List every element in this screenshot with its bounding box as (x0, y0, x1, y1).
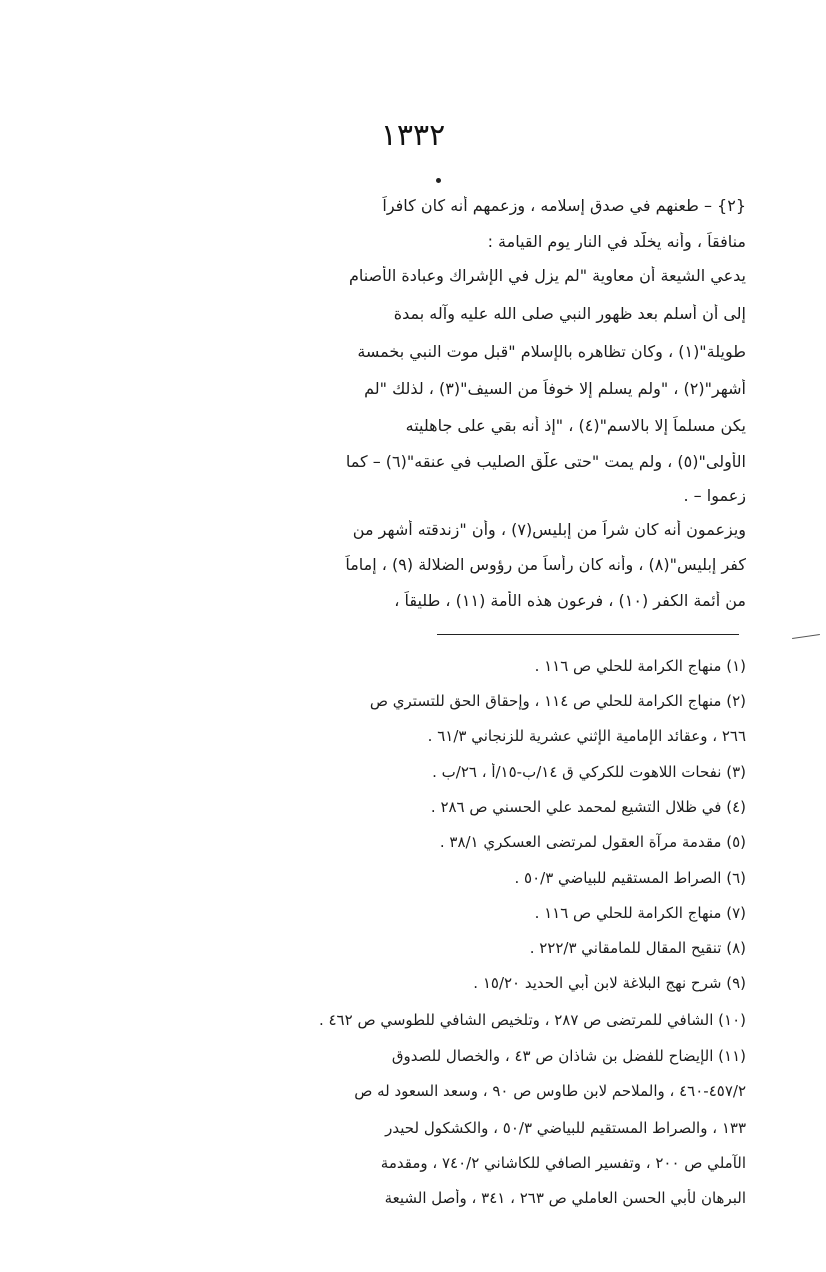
paragraph-1-line: إلى أن أسلم بعد ظهور النبي صلى الله عليه وآله بمدة (393, 304, 746, 323)
ink-dot (436, 178, 441, 183)
section-heading-line-1 (56, 196, 746, 215)
footnote-4: (٤) في ظلال التشيع لمحمد علي الحسني ص ٢٨٦ . (430, 798, 746, 816)
section-heading-text-1: {٢} – طعنهم في صدق إسلامه ، وزعمهم أنه كان كافراً (382, 196, 746, 215)
paragraph-2-line: من أئمة الكفر (١٠) ، فرعون هذه الأمة (١١) ، طليقاً ، (394, 591, 746, 610)
footnote-11-cont: ٤٥٧/٢-٤٦٠ ، والملاحم لابن طاوس ص ٩٠ ، وسعد السعود له ص (354, 1082, 746, 1100)
footnote-separator (437, 634, 739, 635)
margin-mark (792, 634, 820, 639)
paragraph-2-line: كفر إبليس"(٨) ، وأنه كان رأساً من رؤوس الضلالة (٩) ، إماماً (345, 555, 746, 574)
footnote-3: (٣) نفحات اللاهوت للكركي ق ١٤/ب-١٥/أ ، ٢٦/ب . (432, 763, 746, 781)
footnote-11-cont: البرهان لأبي الحسن العاملي ص ٢٦٣ ، ٣٤١ ، وأصل الشيعة (384, 1189, 746, 1207)
footnote-7: (٧) منهاج الكرامة للحلي ص ١١٦ . (534, 904, 746, 922)
footnote-10: (١٠) الشافي للمرتضى ص ٢٨٧ ، وتلخيص الشافي للطوسي ص ٤٦٢ . (318, 1011, 746, 1029)
footnote-9: (٩) شرح نهج البلاغة لابن أبي الحديد ١٥/٢٠ . (473, 974, 746, 992)
paragraph-1-line: أشهر"(٢) ، "ولم يسلم إلا خوفاً من السيف"(٣) ، لذلك "لم (364, 379, 746, 398)
paragraph-1-line: يدعي الشيعة أن معاوية "لم يزل في الإشراك وعبادة الأصنام (348, 266, 746, 285)
footnote-8: (٨) تنقيح المقال للمامقاني ٢٢٢/٣ . (529, 939, 746, 957)
section-heading-line-2 (56, 232, 746, 251)
footnote-1: (١) منهاج الكرامة للحلي ص ١١٦ . (534, 657, 746, 675)
footnote-6: (٦) الصراط المستقيم للبياضي ٥٠/٣ . (514, 869, 746, 887)
footnote-11: (١١) الإيضاح للفضل بن شاذان ص ٤٣ ، والخصال للصدوق (391, 1047, 746, 1065)
footnote-2: (٢) منهاج الكرامة للحلي ص ١١٤ ، وإحقاق الحق للتستري ص (369, 692, 746, 710)
footnote-11-cont: الآملي ص ٢٠٠ ، وتفسير الصافي للكاشاني ٧٤٠/٢ ، ومقدمة (380, 1154, 746, 1172)
paragraph-2-line: ويزعمون أنه كان شراً من إبليس(٧) ، وأن "زندقته أشهر من (352, 520, 746, 539)
paragraph-1-line: زعموا – . (683, 486, 746, 505)
paragraph-1-line: طويلة"(١) ، وكان تظاهره بالإسلام "قبل موت النبي بخمسة (357, 342, 746, 361)
footnote-5: (٥) مقدمة مرآة العقول لمرتضى العسكري ٣٨/١ . (439, 833, 746, 851)
footnote-11-cont: ١٣٣ ، والصراط المستقيم للبياضي ٥٠/٣ ، والكشكول لحيدر (385, 1119, 746, 1137)
paragraph-1-line: الأولى"(٥) ، ولم يمت "حتى علّق الصليب في عنقه"(٦) – كما (345, 452, 746, 471)
footnote-2-cont: ٢٦٦ ، وعقائد الإمامية الإثني عشرية للزنجاني ٦١/٣ . (427, 727, 746, 745)
page-number: ١٣٣٢ (380, 118, 446, 153)
section-heading-text-2: منافقاً ، وأنه يخلّد في النار يوم القيامة : (488, 232, 746, 251)
paragraph-1-line: يكن مسلماً إلا بالاسم"(٤) ، "إذ أنه بقي على جاهليته (405, 416, 746, 435)
